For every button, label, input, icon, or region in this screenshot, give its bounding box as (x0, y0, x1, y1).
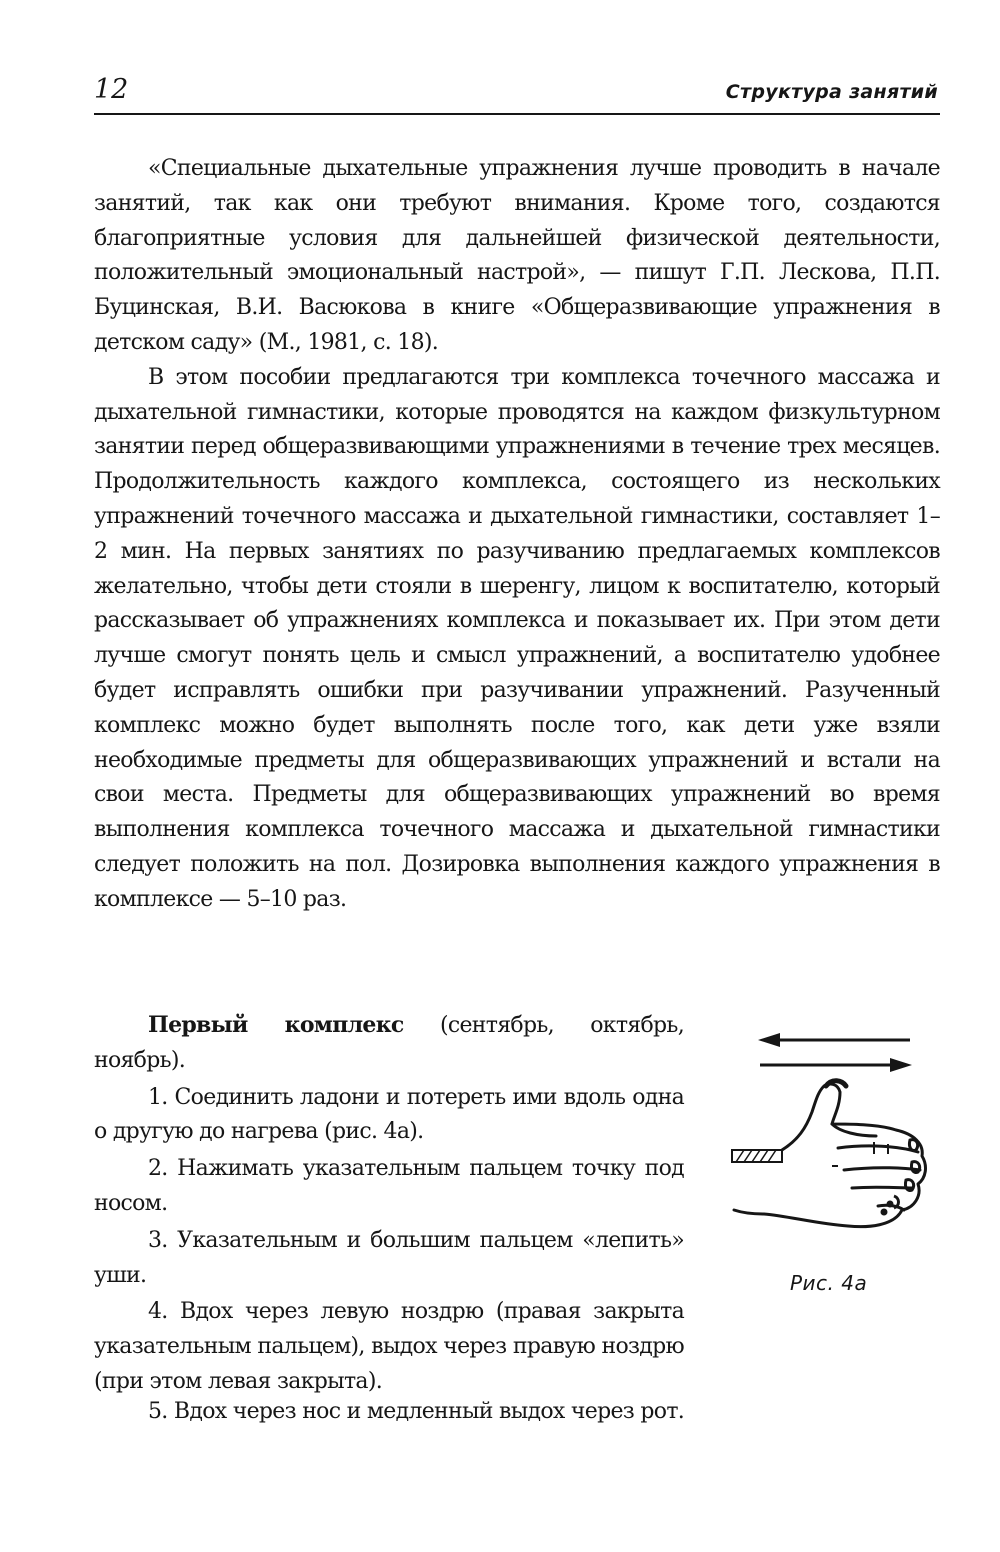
complex-title: Первый комплекс (148, 1012, 404, 1038)
exercise-item: 4. Вдох через левую ноздрю (правая закрыта указательным пальцем), выдох через правую ноздрю (при этом левая закрыта). (94, 1299, 684, 1394)
paragraph-method: В этом пособии предлагаются три комплекса точечного массажа и дыхательной гимнастики, которые проводятся на каждом физкультурном занятии перед общеразвивающими упражнениями в течение трех месяцев. Продолжительность каждого комплекса, состоящего из нескольких упражнений точечного массажа и дыхательной гимнастики, составляет 1–2 мин. На первых занятиях по разучиванию предлагаемых комплексов желательно, чтобы дети стояли в шеренгу, лицом к воспитателю, который рассказывает об упражнениях комплекса и показывает их. При этом дети лучше смогут понять цель и смысл упражнений, а воспитателю удобнее будет исправлять ошибки при разучивании упражнений. Разученный комплекс можно будет выполнять после того, как дети уже взяли необходимые предметы для общеразвивающих упражнений и встали на свои места. Предметы для общеразвивающих упражнений во время выполнения комплекса точечного массажа и дыхательной гимнастики следует положить на пол. Дозировка выполнения каждого упражнения в комплексе — 5–10 раз. (94, 364, 940, 912)
finger-details (832, 1140, 920, 1214)
header-divider (94, 113, 940, 115)
page-number: 12 (94, 74, 129, 105)
complex-heading (94, 1008, 684, 1079)
arrow-right-icon (760, 1058, 912, 1072)
exercise-item: 1. Соединить ладони и потереть ими вдоль одна о другую до нагрева (рис. 4а). (94, 1084, 684, 1145)
arrow-left-icon (758, 1033, 910, 1047)
wrist-hatching (732, 1150, 782, 1162)
exercise-item: 3. Указательным и большим пальцем «лепить» уши. (94, 1227, 684, 1288)
exercise-item: 2. Нажимать указательным пальцем точку под носом. (94, 1156, 684, 1216)
running-header: Структура занятий (725, 81, 938, 103)
complex-months: (сентябрь, октябрь, ноябрь). (94, 1013, 684, 1073)
figure-caption: Рис. 4а (790, 1271, 868, 1295)
first-complex-section (94, 1008, 684, 1402)
hand-rubbing-illustration (728, 1020, 948, 1250)
exercise-item: 5. Вдох через нос и медленный выдох через рот. (148, 1399, 685, 1424)
paragraph-quote: «Специальные дыхательные упражнения лучше проводить в начале занятий, так как они требуют внимания. Кроме того, создаются благоприятные условия для дальнейшей физической деятельности, положительный эмоциональный настрой», — пишут Г.П. Лескова, П.П. Буцинская, В.И. Васюкова в книге «Общеразвивающие упражнения в детском саду» (М., 1981, с. 18). (94, 156, 940, 355)
body-text (94, 152, 940, 918)
